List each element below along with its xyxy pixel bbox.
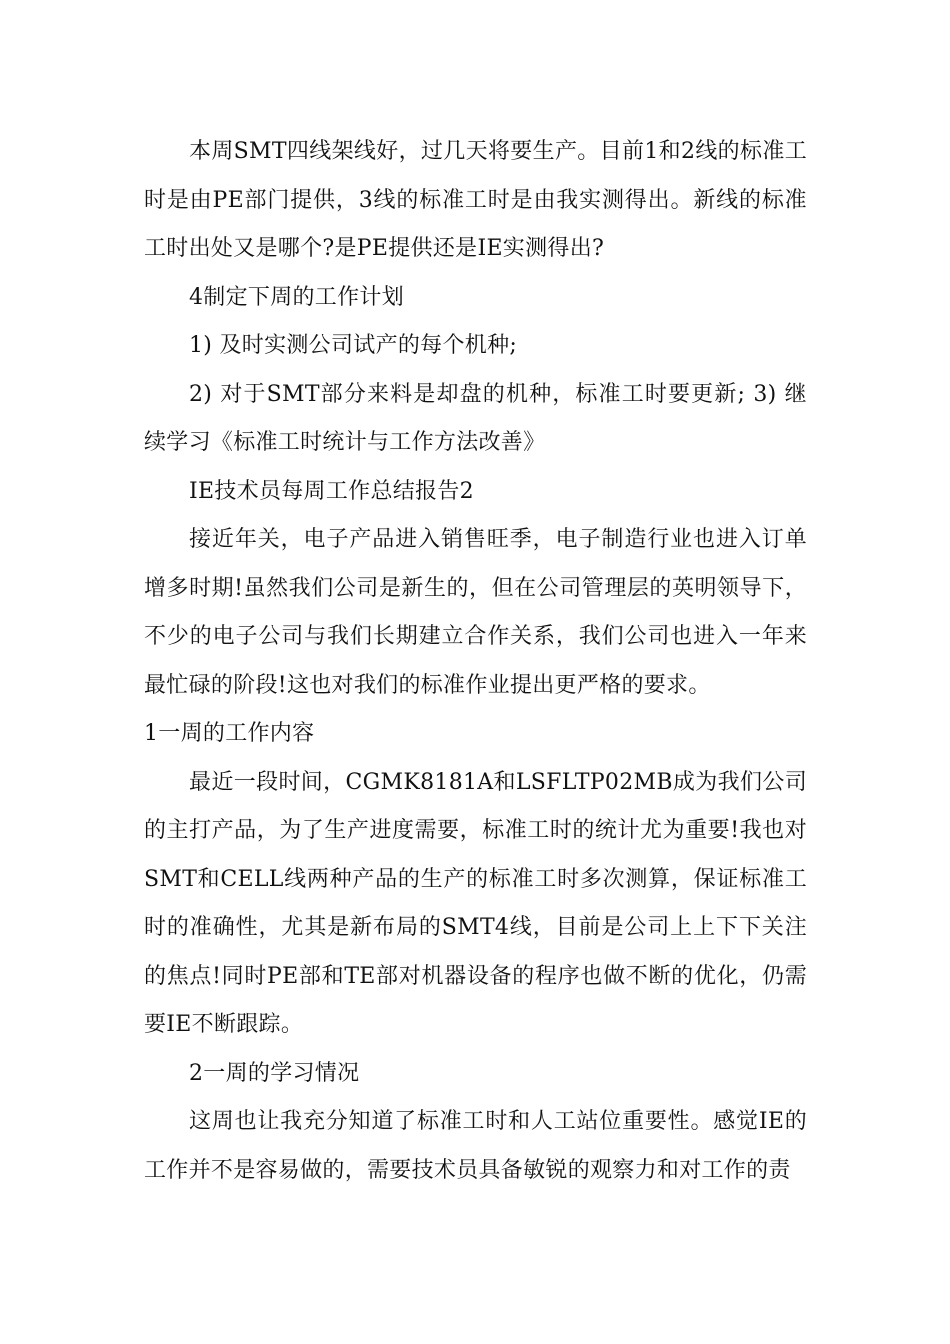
paragraph-intro: 接近年关，电子产品进入销售旺季，电子制造行业也进入订单增多时期!虽然我们公司是新生的，但在公司管理层的英明领导下，不少的电子公司与我们长期建立合作关系，我们公司也进入一年来最忙碌的阶段!这也对我们的标准作业提出更严格的要求。 bbox=[144, 527, 807, 698]
heading-next-week-plan: 4制定下周的工作计划 bbox=[189, 284, 404, 310]
heading-weekly-learning: 2一周的学习情况 bbox=[189, 1060, 360, 1086]
paragraph-smt-line4-status: 本周SMT四线架线好，过几天将要生产。目前1和2线的标准工时是由PE部门提供，3线的标准工时是由我实测得出。新线的标准工时出处又是哪个?是PE提供还是IE实测得出? bbox=[144, 139, 807, 261]
paragraph-weekly-work: 最近一段时间，CGMK8181A和LSFLTP02MB成为我们公司的主打产品，为了生产进度需要，标准工时的统计尤为重要!我也对SMT和CELL线两种产品的生产的标准工时多次测算，保证标准工时的准确性，尤其是新布局的SMT4线，目前是公司上上下下关注的焦点!同时PE部和TE部对机器设备的程序也做不断的优化，仍需要IE不断跟踪。 bbox=[144, 769, 807, 1037]
heading-weekly-work: 1一周的工作内容 bbox=[144, 721, 315, 746]
plan-item-1: 1) 及时实测公司试产的每个机种; bbox=[189, 333, 518, 358]
document-body bbox=[144, 128, 807, 1195]
plan-item-2-3: 2) 对于SMT部分来料是却盘的机种，标准工时要更新; 3) 继续学习《标准工时统计与工作方法改善》 bbox=[144, 381, 807, 455]
paragraph-weekly-learning: 这周也让我充分知道了标准工时和人工站位重要性。感觉IE的工作并不是容易做的，需要技术员具备敏锐的观察力和对工作的责 bbox=[144, 1109, 807, 1183]
report-title: IE技术员每周工作总结报告2 bbox=[189, 478, 474, 504]
